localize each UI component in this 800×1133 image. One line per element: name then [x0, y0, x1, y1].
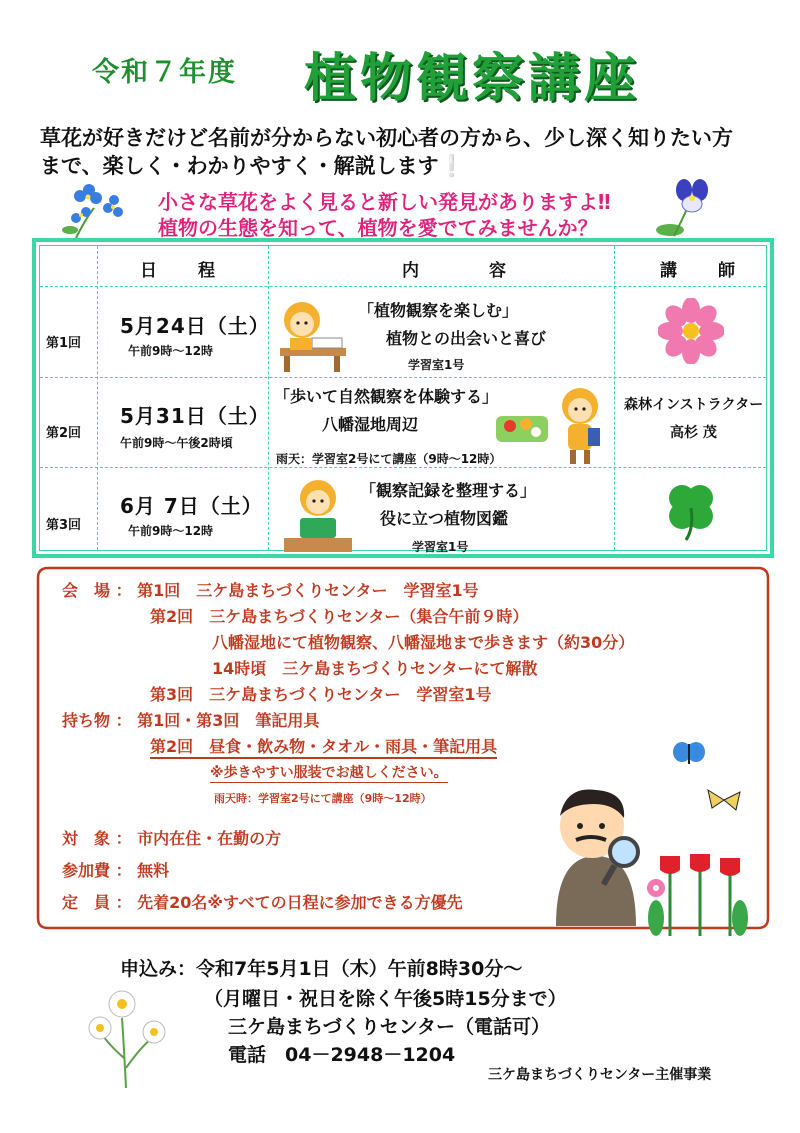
venue-line-5: 第3回 三ケ島まちづくりセンター 学習室1号 [150, 685, 492, 704]
blue-flower-icon [56, 178, 130, 242]
content-sub-3: 役に立つ植物図鑑 [380, 509, 509, 528]
row-label-2: 第2回 [46, 426, 82, 441]
apply-line-3: 三ケ島まちづくりセンター（電話可） [228, 1016, 551, 1038]
tulips-icon [640, 848, 752, 938]
items-line-1: 持ち物 ： 第1回・第3回 筆記用具 [62, 711, 320, 730]
intro-line-2: まで、楽しく・わかりやすく・解説します❕ [40, 154, 465, 178]
fee-line: 参加費 ： 無料 [62, 861, 170, 880]
content-place-1: 学習室1号 [408, 358, 465, 372]
date-1: 5月24日（土） [120, 314, 270, 338]
catch-line-2: 植物の生態を知って、植物を愛でてみませんか？ [158, 216, 598, 240]
mascot-studying-icon [274, 294, 352, 374]
capacity-line: 定 員 ： 先着20名※すべての日程に参加できる方優先 [62, 893, 463, 912]
date-3: 6月 7日（土） [120, 494, 263, 518]
intro-line-1: 草花が好きだけど名前が分からない初心者の方から、少し深く知りたい方 [40, 126, 733, 150]
violet-flower-icon [650, 176, 730, 242]
pink-cosmos-icon [658, 298, 724, 364]
venue-line-1: 会 場 ： 第1回 三ケ島まちづくりセンター 学習室1号 [62, 581, 479, 600]
lunchbox-icon [492, 406, 552, 446]
row-label-3: 第3回 [46, 518, 82, 533]
time-3: 午前9時～12時 [128, 524, 214, 538]
detective-man-icon [536, 776, 656, 926]
venue-line-3: 八幡湿地にて植物観察、八幡湿地まで歩きます（約30分） [212, 633, 635, 652]
page-title: 植物観察講座 [304, 49, 641, 109]
items-line-2: 第2回 昼食・飲み物・タオル・雨具・筆記用具 [150, 734, 497, 759]
clover-icon [658, 476, 724, 542]
catch-line-1: 小さな草花をよく見ると新しい発見がありますよ‼ [158, 190, 611, 214]
mascot-hiking-icon [552, 382, 608, 468]
content-sub-2: 八幡湿地周辺 [322, 415, 419, 434]
header-date: 日 程 [140, 261, 227, 281]
apply-line-1: 申込み：令和7年5月1日（木）午前8時30分～ [120, 958, 523, 980]
content-sub-1: 植物との出会いと喜び [386, 329, 547, 348]
rain-note: 雨天時：学習室2号にて講座（9時～12時） [214, 792, 432, 805]
schedule-table [32, 238, 774, 558]
content-place-3: 学習室1号 [412, 540, 469, 554]
title-year: 令和７年度 [92, 57, 237, 88]
content-place-2: 雨天：学習室2号にて講座（9時～12時） [276, 452, 502, 466]
teacher-name: 高杉 茂 [670, 425, 717, 441]
content-title-2: 「歩いて自然観察を体験する」 [274, 387, 499, 406]
row-label-1: 第1回 [46, 336, 82, 351]
swallowtail-butterfly-icon [706, 788, 742, 814]
teacher-role: 森林インストラクター [624, 397, 764, 413]
header-content: 内 容 [402, 261, 518, 281]
content-title-1: 「植物観察を楽しむ」 [358, 301, 519, 320]
time-2: 午前9時～午後2時頃 [120, 436, 233, 450]
sponsor-text: 三ケ島まちづくりセンター主催事業 [488, 1067, 712, 1083]
header-teacher: 講 師 [660, 261, 747, 281]
date-2: 5月31日（土） [120, 404, 270, 428]
venue-line-4: 14時頃 三ケ島まちづくりセンターにて解散 [212, 659, 538, 678]
venue-line-2: 第2回 三ケ島まちづくりセンター（集合午前９時） [150, 607, 529, 626]
content-title-3: 「観察記録を整理する」 [360, 481, 537, 500]
apply-line-2: （月曜日・祝日を除く午後5時15分まで） [204, 988, 567, 1010]
items-note: ※歩きやすい服装でお越しください。 [210, 762, 448, 783]
chamomile-icon [80, 988, 176, 1092]
blue-butterfly-icon [672, 740, 706, 768]
target-line: 対 象 ： 市内在住・在勤の方 [62, 829, 282, 848]
time-1: 午前9時～12時 [128, 344, 214, 358]
mascot-reading-icon [280, 474, 356, 558]
apply-phone: 電話 04－2948－1204 [228, 1044, 456, 1066]
